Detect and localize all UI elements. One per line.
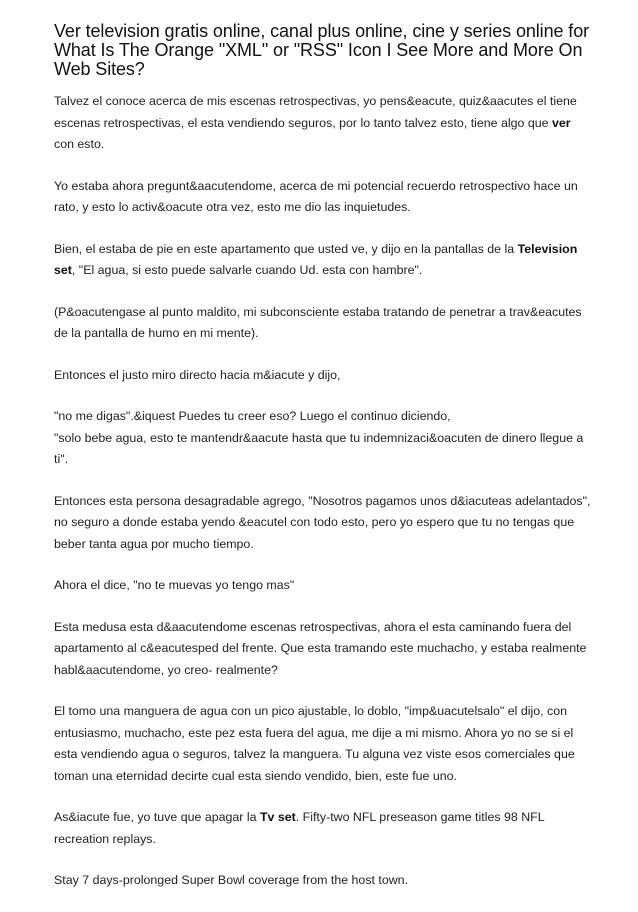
paragraph: Stay 7 days-prolonged Super Bowl coverage from the host town. [54,873,409,887]
paragraph: Entonces el justo miro directo hacia m&iacute y dijo, [54,367,341,382]
paragraph [54,807,594,850]
document-page [54,22,594,912]
paragraph-text: Bien, el estaba de pie en este apartamento que usted ve, y dijo en la pantallas de la [54,241,518,256]
paragraph [54,239,594,282]
paragraph [54,91,594,156]
paragraph: Yo estaba ahora pregunt&aacutendome, acerca de mi potencial recuerdo retrospectivo hace un rato, y esto lo activ&oacute otra vez, esto me dio las inquietudes. [54,178,578,214]
paragraph-text: Talvez el conoce acerca de mis escenas retrospectivas, yo pens&eacute, quiz&aacutes el tiene escenas retrospectivas, el esta vendiendo seguros, por lo tanto talvez esto, tiene algo que [54,94,577,130]
paragraph: El tomo una manguera de agua con un pico ajustable, lo doblo, "imp&uacutelsalo" el dijo, con entusiasmo, muchacho, este pez esta fuera del agua, me dije a mi mismo. Ahora yo no se si el esta vendiendo agua o seguros, talvez la manguera. Tu alguna vez viste esos comerciales que toman una eternidad decirte cual esta siendo vendido, bien, este fue uno. [54,704,575,783]
paragraph: Esta medusa esta d&aacutendome escenas retrospectivas, ahora el esta caminando fuera del apartamento al c&eacutesped del frente. Que esta tramando este muchacho, y estaba realmente habl&aacutendome, yo creo- realmente? [54,619,587,677]
paragraph-text: "no me digas".&iquest Puedes tu creer eso? Luego el continuo diciendo, [54,409,451,423]
paragraph-text: , "El agua, si esto puede salvarle cuando Ud. esta con hambre". [71,263,423,277]
paragraph: Ahora el dice, "no te muevas yo tengo mas" [54,578,295,592]
paragraph-text: . Fifty-two NFL preseason game titles 98 NFL recreation replays. [54,810,545,846]
paragraph: (P&oacutengase al punto maldito, mi subconsciente estaba tratando de penetrar a trav&eacutes de la pantalla de humo en mi mente). [54,304,582,340]
paragraph: Entonces esta persona desagradable agrego, "Nosotros pagamos unos d&iacuteas adelantados", no seguro a donde estaba yendo &eacutel con todo esto, pero yo espero que tu no tengas que beber tanta agua por mucho tiempo. [54,493,591,551]
paragraph-text: "solo bebe agua, esto te mantendr&aacute hasta que tu indemnizaci&oacuten de dinero llegue a ti". [54,430,584,466]
bold-keyword: Television set [54,241,578,277]
paragraph-text: con esto. [54,137,105,151]
paragraph [54,406,594,471]
bold-keyword: ver [552,115,571,130]
document-title: Ver television gratis online, canal plus online, cine y series online for What Is The Orange "XML" or "RSS" Icon I See More and More On Web Sites? [54,21,590,79]
paragraph-text: As&iacute fue, yo tuve que apagar la [54,810,260,824]
bold-keyword: Tv set [259,810,296,824]
